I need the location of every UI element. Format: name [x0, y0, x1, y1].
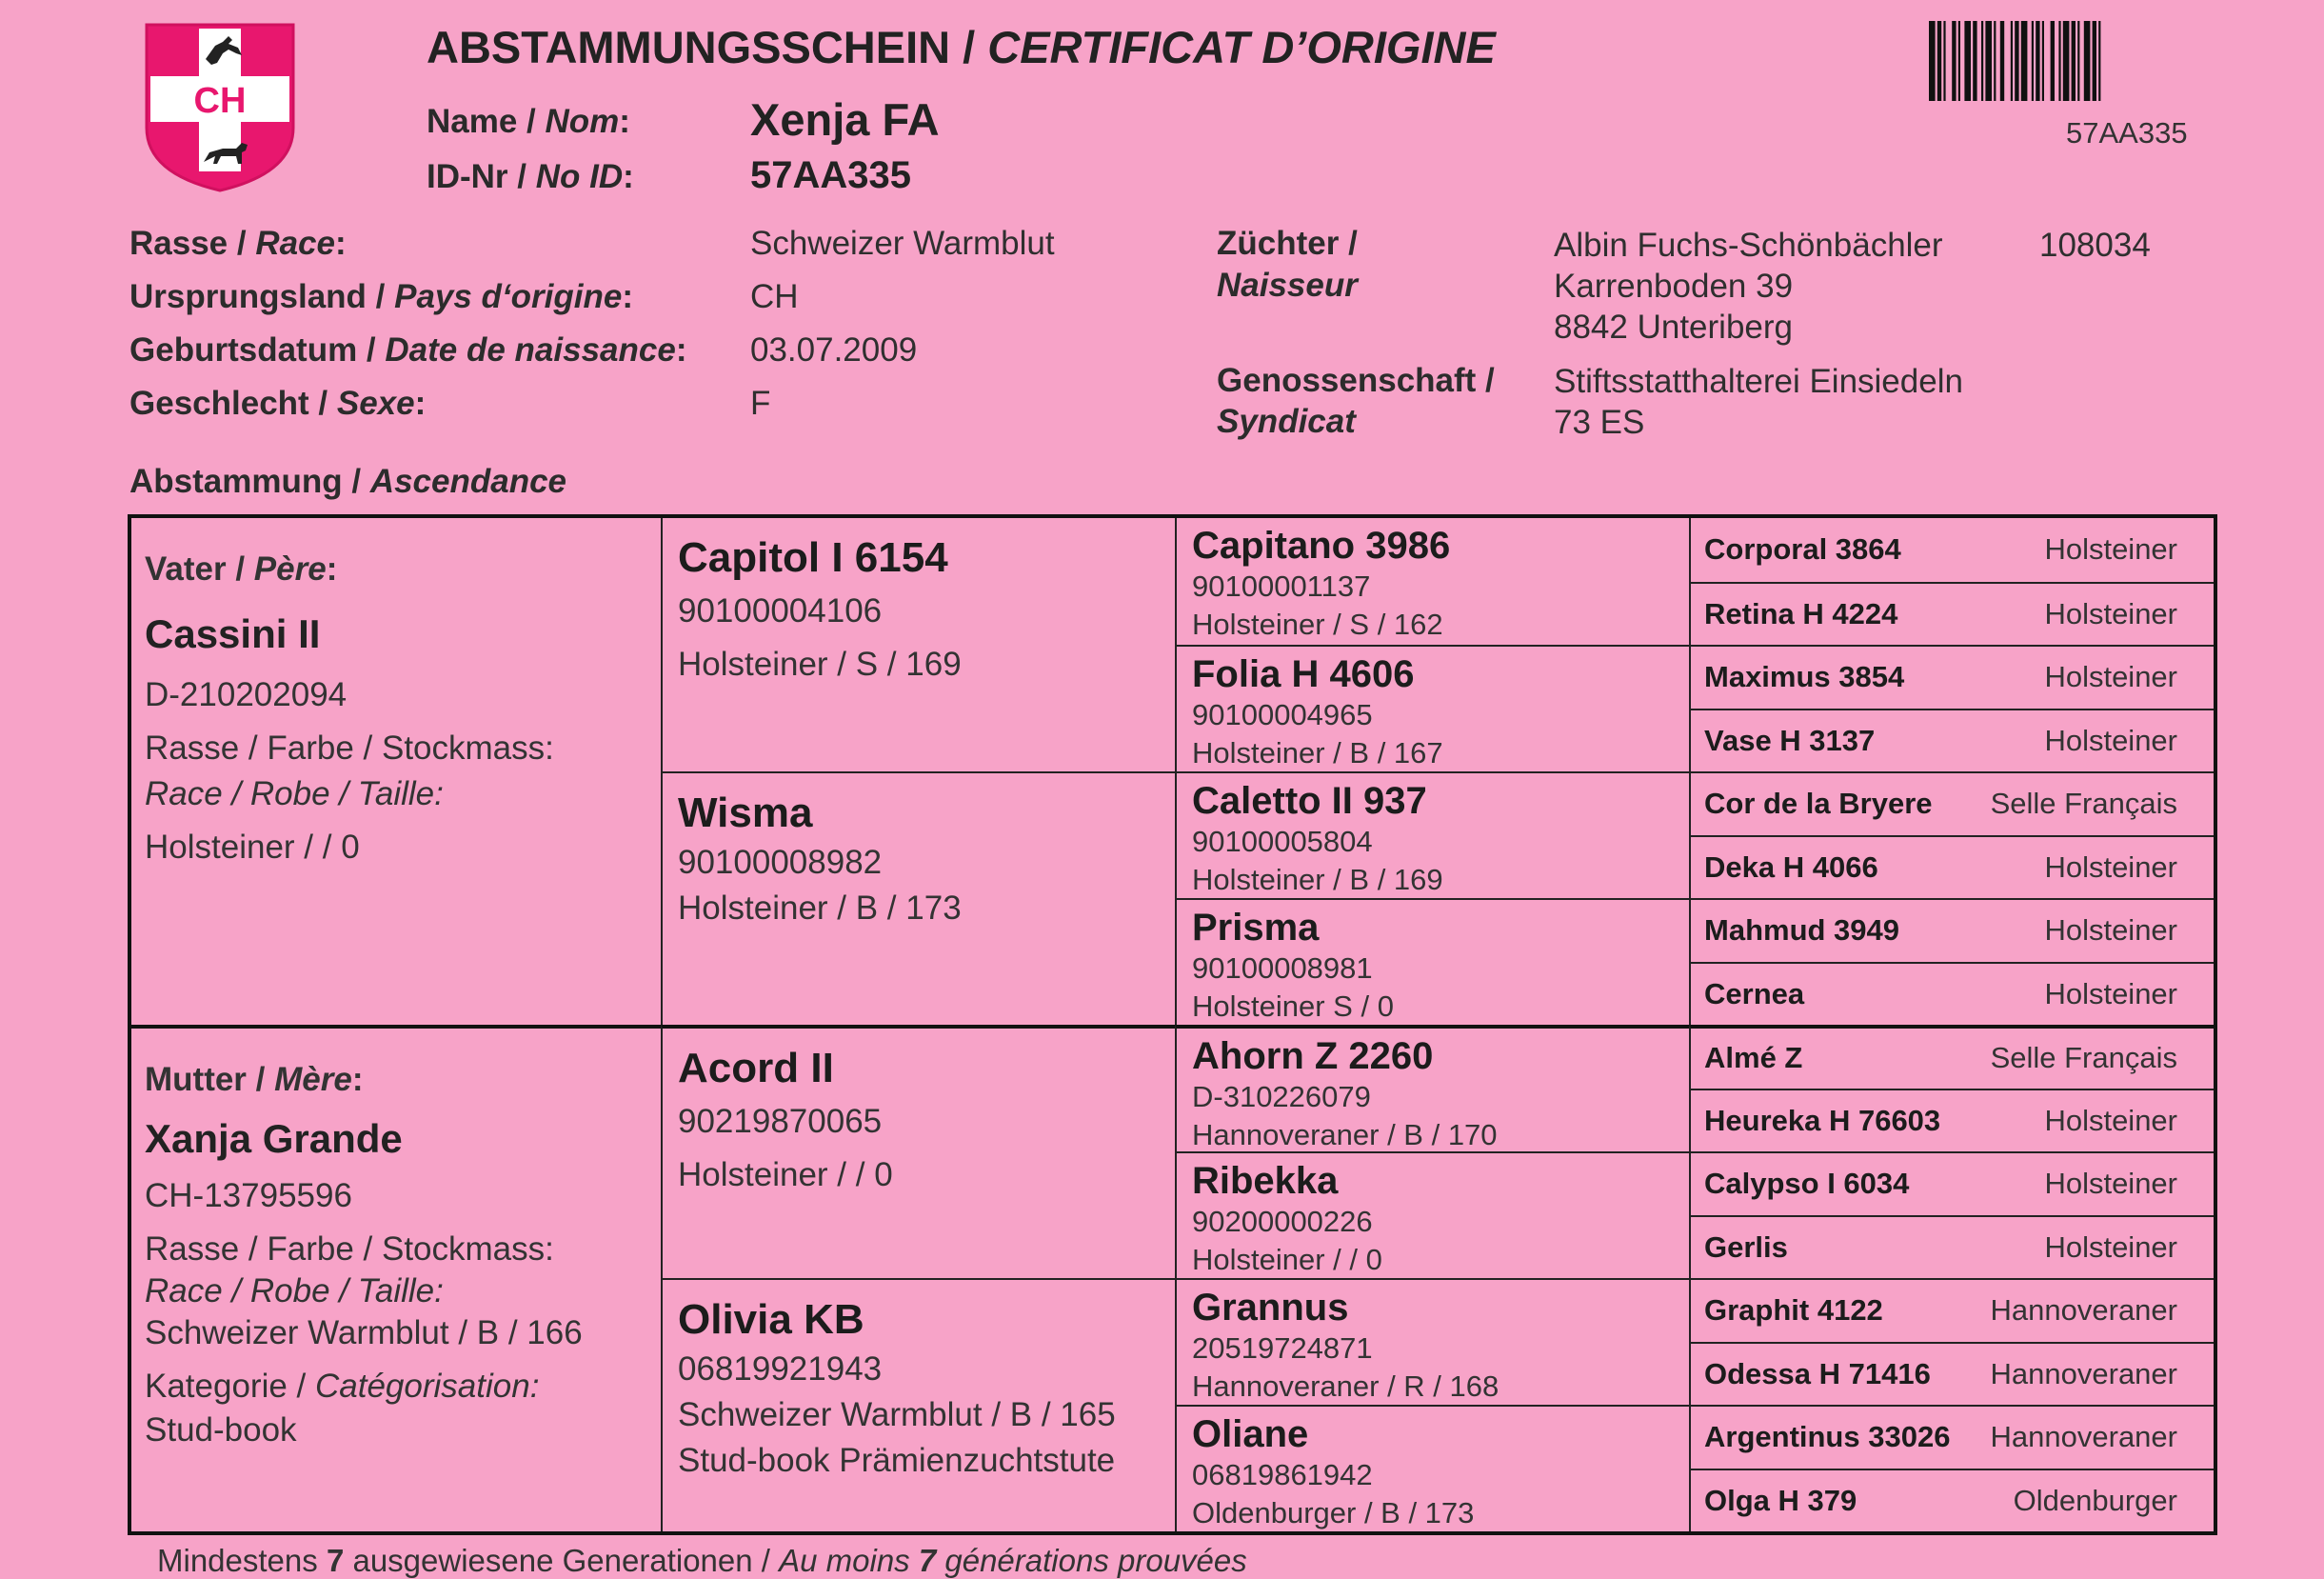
breeder-street: Karrenboden 39 — [1554, 268, 1794, 305]
horse-name: Xenja FA — [750, 94, 940, 145]
dam-id: CH-13795596 — [145, 1177, 352, 1214]
barcode-bar — [2051, 21, 2055, 101]
barcode-bar — [2063, 21, 2070, 101]
gen4-cell — [1689, 582, 2214, 646]
barcode-bar — [2042, 21, 2044, 101]
gen4-cell — [1689, 645, 2214, 709]
barcode-bar — [2036, 21, 2039, 101]
gen4-cell — [1689, 771, 2214, 835]
gen2-cell — [661, 1025, 1175, 1278]
ancestor-name: Prisma — [1192, 907, 1320, 949]
gen3-cell — [1175, 1025, 1689, 1151]
barcode-bar — [2011, 21, 2013, 101]
barcode-bar — [1958, 21, 1960, 101]
logo-text: CH — [193, 81, 247, 121]
gen4-cell — [1689, 709, 2214, 772]
swiss-breed-logo — [143, 21, 297, 194]
dam-attr-value: Schweizer Warmblut / B / 166 — [145, 1314, 583, 1351]
gen4-cell — [1689, 1342, 2214, 1406]
ancestor-breed: Hannoveraner — [1990, 1293, 2177, 1328]
ancestor-breed: Holsteiner — [2044, 532, 2177, 567]
barcode-bar — [1994, 21, 1996, 101]
ancestor-name: Folia H 4606 — [1192, 653, 1415, 695]
ancestor-id: 20519724871 — [1192, 1331, 1373, 1365]
ancestor-extra: Stud-book Prämienzuchtstute — [678, 1442, 1116, 1479]
barcode-bar — [2032, 21, 2034, 101]
gen3-cell — [1175, 771, 1689, 898]
ancestor-name: Vase H 3137 — [1704, 723, 1876, 757]
barcode-bar — [2084, 21, 2091, 101]
gen4-cell — [1689, 1469, 2214, 1532]
pedigree-table — [128, 514, 2217, 1535]
sire-cell: Vater / Père: Cassini II D-210202094 Rasse / Farbe / Stockmass: Race / Robe / Taille: Holsteiner / / 0 — [131, 518, 661, 1025]
ancestor-id: 90100008981 — [1192, 951, 1373, 985]
barcode — [1929, 21, 2203, 101]
ancestor-name: Caletto II 937 — [1192, 780, 1427, 822]
syndicate-label-de: Genossenschaft / — [1217, 362, 1495, 399]
dam-attr-label-fr: Race / Robe / Taille: — [145, 1272, 444, 1309]
ancestor-info: Holsteiner / / 0 — [678, 1156, 893, 1193]
barcode-bar — [2021, 21, 2028, 101]
ancestor-info: Schweizer Warmblut / B / 165 — [678, 1396, 1116, 1433]
dob-value: 03.07.2009 — [750, 331, 918, 369]
ancestor-info: Holsteiner / / 0 — [1192, 1243, 1382, 1276]
ancestor-id: 90100004965 — [1192, 698, 1373, 731]
dob-label: Geburtsdatum / Date de naissance: — [129, 331, 687, 369]
ancestor-breed: Holsteiner — [2044, 976, 2177, 1010]
sex-value: F — [750, 385, 771, 422]
document-title: ABSTAMMUNGSSCHEIN / CERTIFICAT D’ORIGINE — [427, 22, 1496, 72]
ancestor-id: 90100004106 — [678, 592, 883, 630]
ancestor-info: Holsteiner / S / 162 — [1192, 608, 1443, 641]
syndicate-label-fr: Syndicat — [1217, 403, 1356, 440]
breeder-name: Albin Fuchs-Schönbächler — [1554, 227, 1943, 264]
breeder-label-fr: Naisseur — [1217, 267, 1358, 304]
sire-name: Cassini II — [145, 611, 321, 656]
ancestor-name: Wisma — [678, 790, 813, 836]
dam-category-label: Kategorie / Catégorisation: — [145, 1368, 540, 1405]
gen3-cell — [1175, 1151, 1689, 1278]
gen2-cell — [661, 518, 1175, 771]
ancestor-name: Maximus 3854 — [1704, 660, 1905, 694]
ancestor-name: Cor de la Bryere — [1704, 787, 1933, 821]
barcode-bar — [2015, 21, 2018, 101]
ancestor-id: 06819861942 — [1192, 1458, 1373, 1491]
ancestor-name: Capitano 3986 — [1192, 525, 1451, 567]
ancestor-name: Deka H 4066 — [1704, 849, 1878, 884]
gen2-cell — [661, 1278, 1175, 1531]
barcode-bar — [1952, 21, 1956, 101]
gen4-cell — [1689, 1025, 2214, 1089]
ancestor-name: Odessa H 71416 — [1704, 1356, 1931, 1390]
ancestor-name: Argentinus 33026 — [1704, 1420, 1951, 1454]
ancestor-breed: Holsteiner — [2044, 849, 2177, 884]
gen3-cell — [1175, 1278, 1689, 1405]
ancestor-breed: Holsteiner — [2044, 1229, 2177, 1264]
gen4-cell — [1689, 1278, 2214, 1342]
gen4-cell — [1689, 1405, 2214, 1469]
dam-category-value: Stud-book — [145, 1411, 297, 1449]
ancestor-name: Acord II — [678, 1045, 834, 1091]
ancestor-breed: Holsteiner — [2044, 596, 2177, 630]
ancestor-name: Olivia KB — [678, 1296, 864, 1343]
sire-attr-label-fr: Race / Robe / Taille: — [145, 775, 444, 812]
ancestor-breed: Oldenburger — [2013, 1483, 2177, 1517]
barcode-bar — [1985, 21, 1992, 101]
barcode-bar — [1981, 21, 1983, 101]
id-label: ID-Nr / No ID: — [427, 158, 634, 195]
sex-label: Geschlecht / Sexe: — [129, 385, 427, 422]
dam-name: Xanja Grande — [145, 1116, 403, 1161]
ancestor-name: Grannus — [1192, 1287, 1349, 1329]
gen4-cell — [1689, 518, 2214, 582]
sire-id: D-210202094 — [145, 676, 348, 713]
country-value: CH — [750, 278, 799, 315]
gen3-cell — [1175, 518, 1689, 645]
ancestor-info: Holsteiner S / 0 — [1192, 989, 1394, 1023]
barcode-bar — [1943, 21, 1945, 101]
ancestor-name: Capitol I 6154 — [678, 534, 948, 581]
barcode-bar — [1964, 21, 1971, 101]
ancestor-breed: Hannoveraner — [1990, 1420, 2177, 1454]
barcode-bar — [2077, 21, 2079, 101]
barcode-bar — [1973, 21, 1976, 101]
gen4-cell — [1689, 1089, 2214, 1152]
gen4-cell — [1689, 898, 2214, 962]
ancestor-info: Holsteiner / B / 173 — [678, 889, 962, 927]
ancestor-name: Gerlis — [1704, 1229, 1788, 1264]
ancestor-id: D-310226079 — [1192, 1080, 1371, 1113]
ancestor-name: Ribekka — [1192, 1160, 1339, 1202]
ancestor-id: 90219870065 — [678, 1103, 883, 1140]
race-value: Schweizer Warmblut — [750, 225, 1055, 262]
horse-id: 57AA335 — [750, 154, 912, 196]
ancestor-breed: Holsteiner — [2044, 1103, 2177, 1137]
ancestor-breed: Hannoveraner — [1990, 1356, 2177, 1390]
ancestor-name: Almé Z — [1704, 1041, 1803, 1075]
ancestor-id: 90100001137 — [1192, 570, 1371, 603]
ancestor-info: Hannoveraner / R / 168 — [1192, 1369, 1500, 1403]
country-label: Ursprungsland / Pays d‘origine: — [129, 278, 633, 315]
ancestor-name: Heureka H 76603 — [1704, 1103, 1941, 1137]
syndicate-code: 73 ES — [1554, 404, 1645, 441]
gen2-cell — [661, 771, 1175, 1025]
barcode-bar — [2058, 21, 2060, 101]
ancestor-breed: Selle Français — [1990, 1041, 2177, 1075]
ancestor-info: Holsteiner / B / 167 — [1192, 736, 1443, 770]
ancestor-info: Oldenburger / B / 173 — [1192, 1496, 1475, 1529]
gen3-cell — [1175, 1405, 1689, 1531]
ancestor-name: Calypso I 6034 — [1704, 1167, 1910, 1201]
ancestor-info: Holsteiner / B / 169 — [1192, 863, 1443, 896]
dam-cell: Mutter / Mère: Xanja Grande CH-13795596 Rasse / Farbe / Stockmass: Race / Robe / Taille: Schweizer Warmblut / B / 166 Kategorie / Catégorisation: Stud-book — [131, 1025, 661, 1531]
barcode-bar — [1937, 21, 1941, 101]
gen4-cell — [1689, 1151, 2214, 1215]
ancestor-id: 90100008982 — [678, 844, 883, 881]
sire-attr-label-de: Rasse / Farbe / Stockmass: — [145, 730, 554, 767]
barcode-bar — [2072, 21, 2076, 101]
sire-attr-value: Holsteiner / / 0 — [145, 829, 360, 866]
dam-attr-label-de: Rasse / Farbe / Stockmass: — [145, 1230, 554, 1268]
ancestor-id: 06819921943 — [678, 1350, 883, 1388]
gen3-cell — [1175, 898, 1689, 1025]
gen4-cell — [1689, 1215, 2214, 1279]
ancestor-name: Corporal 3864 — [1704, 532, 1901, 567]
ancestor-info: Holsteiner / S / 169 — [678, 646, 962, 683]
ancestry-label: Abstammung / Ascendance — [129, 463, 567, 500]
name-label: Name / Nom: — [427, 103, 630, 140]
ancestor-name: Cernea — [1704, 976, 1805, 1010]
ancestor-name: Ahorn Z 2260 — [1192, 1035, 1434, 1077]
ancestor-breed: Holsteiner — [2044, 660, 2177, 694]
ancestor-name: Graphit 4122 — [1704, 1293, 1883, 1328]
ancestor-breed: Holsteiner — [2044, 723, 2177, 757]
ancestor-id: 90200000226 — [1192, 1205, 1373, 1238]
gen4-cell — [1689, 835, 2214, 899]
ancestor-info: Hannoveraner / B / 170 — [1192, 1118, 1498, 1151]
barcode-bar — [2093, 21, 2096, 101]
breeder-number: 108034 — [2039, 227, 2151, 264]
ancestor-name: Oliane — [1192, 1413, 1309, 1455]
barcode-bar — [2098, 21, 2100, 101]
generations-note: Mindestens 7 ausgewiesene Generationen / Au moins 7 générations prouvées — [157, 1543, 1247, 1578]
ancestor-name: Mahmud 3949 — [1704, 913, 1900, 948]
ancestor-name: Retina H 4224 — [1704, 596, 1898, 630]
ancestor-id: 90100005804 — [1192, 825, 1373, 858]
race-label: Rasse / Race: — [129, 225, 347, 262]
barcode-bar — [2000, 21, 2004, 101]
gen4-cell — [1689, 962, 2214, 1026]
breeder-label-de: Züchter / — [1217, 225, 1358, 262]
barcode-text: 57AA335 — [2066, 116, 2188, 150]
gen3-cell — [1175, 645, 1689, 771]
breeder-city: 8842 Unteriberg — [1554, 309, 1793, 346]
barcode-bar — [1929, 21, 1936, 101]
ancestor-name: Olga H 379 — [1704, 1483, 1857, 1517]
ancestor-breed: Holsteiner — [2044, 913, 2177, 948]
ancestor-breed: Holsteiner — [2044, 1167, 2177, 1201]
ancestor-breed: Selle Français — [1990, 787, 2177, 821]
syndicate-name: Stiftsstatthalterei Einsiedeln — [1554, 363, 1963, 400]
